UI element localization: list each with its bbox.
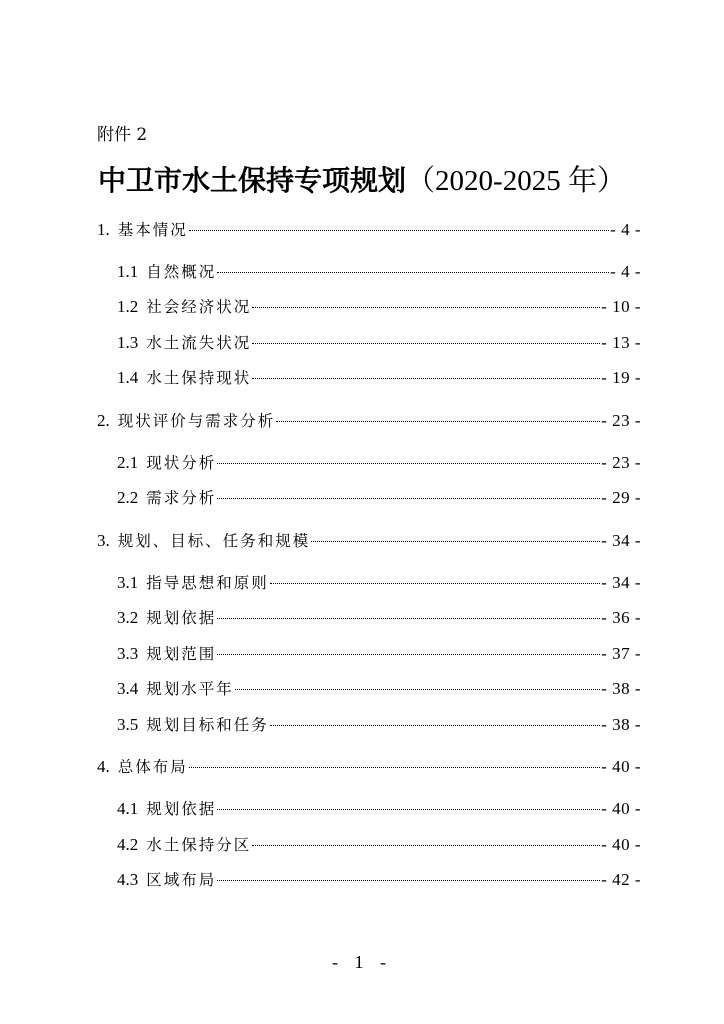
page-number: - 1 - [332, 952, 392, 972]
attachment-label: 附件 2 [97, 125, 148, 145]
toc-entry-page: - 4 - [610, 262, 641, 281]
toc-entry-number: 3.2 [117, 608, 139, 627]
toc-entry[interactable] [117, 368, 641, 388]
toc-entry-number: 4.3 [117, 870, 139, 889]
toc-entry-label: 规划依据 [146, 609, 217, 627]
toc-entry[interactable] [97, 531, 641, 551]
toc-dot-leader [252, 844, 600, 846]
toc-entry-page: - 42 - [601, 870, 641, 889]
toc-dot-leader [276, 420, 600, 422]
toc-entry[interactable] [97, 411, 641, 431]
toc-entry-page: - 19 - [601, 368, 641, 387]
toc-entry-label: 区域布局 [146, 871, 217, 889]
toc-entry[interactable] [117, 870, 641, 890]
toc-entry-number: 3.3 [117, 644, 139, 663]
toc-entry-page: - 40 - [601, 799, 641, 818]
toc-entry-number: 3.1 [117, 573, 139, 592]
toc-dot-leader [270, 724, 600, 726]
toc-entry-label: 水土保持分区 [146, 836, 252, 854]
toc-entry-label: 现状分析 [146, 454, 217, 472]
toc-entry-number: 4.2 [117, 835, 139, 854]
toc-dot-leader [217, 617, 600, 619]
toc-dot-leader [217, 271, 609, 273]
toc-entry[interactable] [117, 644, 641, 664]
toc-entry-number: 3. [97, 531, 110, 550]
toc-entry[interactable] [117, 297, 641, 317]
toc-entry-number: 1.3 [117, 333, 139, 352]
toc-entry-page: - 10 - [601, 297, 641, 316]
toc-entry-page: - 36 - [601, 608, 641, 627]
toc-entry-label: 规划、目标、任务和规模 [117, 532, 311, 550]
toc-entry-label: 水土保持现状 [146, 369, 252, 387]
toc-dot-leader [217, 462, 600, 464]
toc-entry-page: - 40 - [601, 757, 641, 776]
toc-dot-leader [189, 229, 609, 231]
toc-entry-number: 2.1 [117, 453, 139, 472]
toc-entry-label: 现状评价与需求分析 [117, 412, 276, 430]
toc-entry-number: 2. [97, 411, 110, 430]
toc-entry-number: 4. [97, 757, 110, 776]
toc-entry-number: 1.4 [117, 368, 139, 387]
toc-entry-label: 规划依据 [146, 800, 217, 818]
toc-entry[interactable] [117, 715, 641, 735]
toc-dot-leader [252, 342, 600, 344]
toc-entry-label: 总体布局 [117, 758, 188, 776]
toc-entry-page: - 23 - [601, 453, 641, 472]
toc-entry-page: - 38 - [601, 679, 641, 698]
toc-entry[interactable] [97, 220, 641, 240]
toc-entry-label: 规划水平年 [146, 680, 234, 698]
toc-entry[interactable] [97, 757, 641, 777]
toc-entry[interactable] [117, 262, 641, 282]
toc-entry[interactable] [117, 488, 641, 508]
toc-entry[interactable] [117, 835, 641, 855]
toc-entry-label: 社会经济状况 [146, 298, 252, 316]
toc-entry-label: 基本情况 [117, 221, 188, 239]
document-title [0, 158, 724, 199]
toc-entry[interactable] [117, 799, 641, 819]
toc-dot-leader [189, 766, 600, 768]
toc-entry-page: - 37 - [601, 644, 641, 663]
toc-dot-leader [217, 808, 600, 810]
title-main: 中卫市水土保持专项规划 [98, 164, 407, 197]
toc-dot-leader [217, 879, 600, 881]
toc-entry-page: - 34 - [601, 573, 641, 592]
toc-entry[interactable] [117, 333, 641, 353]
toc-dot-leader [270, 582, 600, 584]
toc-entry-page: - 23 - [601, 411, 641, 430]
toc-entry-page: - 40 - [601, 835, 641, 854]
toc-entry-page: - 34 - [601, 531, 641, 550]
toc-dot-leader [217, 497, 600, 499]
toc-entry-label: 规划范围 [146, 645, 217, 663]
toc-entry-number: 3.4 [117, 679, 139, 698]
toc-entry-number: 1.2 [117, 297, 139, 316]
title-year: （2020-2025 年） [406, 165, 626, 197]
toc-entry-page: - 4 - [610, 220, 641, 239]
toc-entry-number: 3.5 [117, 715, 139, 734]
toc-entry-label: 指导思想和原则 [146, 574, 269, 592]
toc-dot-leader [252, 377, 600, 379]
toc-entry-page: - 13 - [601, 333, 641, 352]
toc-entry[interactable] [117, 573, 641, 593]
toc-entry[interactable] [117, 453, 641, 473]
toc-entry[interactable] [117, 608, 641, 628]
toc-dot-leader [252, 306, 600, 308]
toc-dot-leader [217, 653, 600, 655]
toc-entry-label: 规划目标和任务 [146, 716, 269, 734]
toc-entry-number: 1. [97, 220, 110, 239]
toc-entry-label: 需求分析 [146, 489, 217, 507]
toc-entry-page: - 38 - [601, 715, 641, 734]
toc-entry-label: 水土流失状况 [146, 334, 252, 352]
toc-entry-number: 4.1 [117, 799, 139, 818]
toc-entry-number: 1.1 [117, 262, 139, 281]
toc-entry-page: - 29 - [601, 488, 641, 507]
toc-entry-number: 2.2 [117, 488, 139, 507]
toc-dot-leader [311, 540, 600, 542]
toc-entry[interactable] [117, 679, 641, 699]
toc-dot-leader [235, 688, 600, 690]
toc-entry-label: 自然概况 [146, 263, 217, 281]
